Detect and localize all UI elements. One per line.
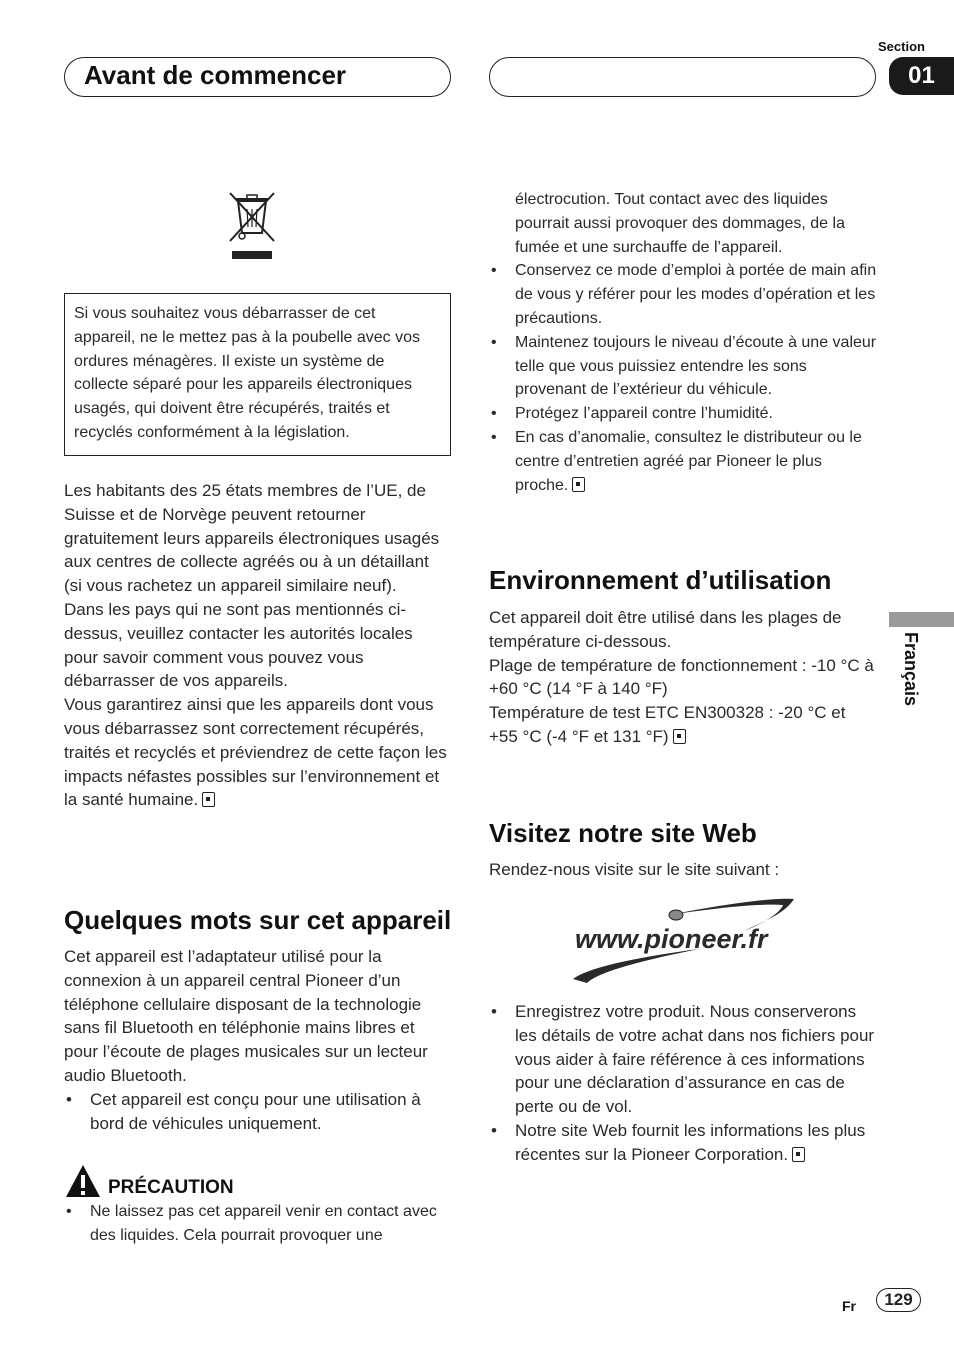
section-number: 01 xyxy=(889,57,954,95)
about-bullet: • Cet appareil est conçu pour une utilisation à bord de véhicules uniquement. xyxy=(64,1088,450,1136)
header-empty-frame xyxy=(489,57,876,97)
environment-paragraph-1: Cet appareil doit être utilisé dans les plages de température ci-dessous. xyxy=(489,608,842,651)
environment-paragraph-2: Plage de température de fonctionnement : -10 °C à +60 °C (14 °F à 140 °F) xyxy=(489,655,874,699)
website-intro: Rendez-nous visite sur le site suivant : xyxy=(489,860,780,879)
environment-section xyxy=(489,606,877,749)
website-bullet: • Enregistrez votre produit. Nous conserverons les détails de votre achat dans nos fichiers pour vous aider à faire référence à ces informations pour une déclaration d’assurance en cas de perte ou de vol. xyxy=(489,1000,879,1119)
caution-section xyxy=(64,1200,454,1248)
disposal-info xyxy=(64,479,450,812)
pioneer-url-logo[interactable] xyxy=(569,893,799,987)
crossed-out-wheelie-bin-icon xyxy=(227,191,277,261)
url-text: www.pioneer.fr xyxy=(575,924,768,954)
environment-paragraph-3: Température de test ETC EN300328 : -20 °C et +55 °C (-4 °F et 131 °F) xyxy=(489,703,846,746)
environment-heading: Environnement d’utilisation xyxy=(489,565,832,595)
caution-title: PRÉCAUTION xyxy=(108,1177,234,1198)
caution-continued xyxy=(489,188,879,497)
end-mark-icon xyxy=(792,1147,805,1162)
end-mark-icon xyxy=(572,477,585,492)
about-section xyxy=(64,945,450,1135)
disposal-paragraph-1: Les habitants des 25 états membres de l’UE, de Suisse et de Norvège peuvent retourner gratuitement leurs appareils électroniques usagés aux centres de collecte agréés ou à un détaillant (si vous rachetez un appareil similaire neuf). xyxy=(64,481,440,596)
language-tab-label: Français xyxy=(901,632,921,707)
caution-bullet: • Maintenez toujours le niveau d’écoute à une valeur telle que vous puissiez entendre les sons provenant de l’extérieur du véhicule. xyxy=(489,331,879,402)
about-heading: Quelques mots sur cet appareil xyxy=(64,905,452,935)
end-mark-icon xyxy=(673,729,686,744)
page-number: 129 xyxy=(876,1288,921,1312)
website-heading: Visitez notre site Web xyxy=(489,818,757,848)
language-tab-bar xyxy=(889,612,954,627)
caution-bullet: • Protégez l’appareil contre l’humidité. xyxy=(489,402,879,426)
disposal-paragraph-3: Vous garantirez ainsi que les appareils dont vous vous débarrassez sont correctement récupérés, traités et recyclés et préviendrez de cette façon les impacts néfastes possibles sur l’environnement et la santé humaine. xyxy=(64,695,447,810)
chapter-title: Avant de commencer xyxy=(84,60,347,90)
section-label: Section xyxy=(878,39,925,54)
caution-bullet-continued: électrocution. Tout contact avec des liquides pourrait aussi provoquer des dommages, de la fumée et une surchauffe de l’appareil. xyxy=(515,191,845,256)
disposal-notice-box xyxy=(64,293,451,456)
website-section xyxy=(489,1000,879,1167)
end-mark-icon xyxy=(202,792,215,807)
about-text: Cet appareil est l’adaptateur utilisé pour la connexion à un appareil central Pioneer d’un téléphone cellulaire disposant de la technologie sans fil Bluetooth en téléphonie mains libres et pour l’écoute de plages musicales sur un lecteur audio Bluetooth. xyxy=(64,947,428,1085)
caution-bullet: • En cas d’anomalie, consultez le distributeur ou le centre d’entretien agréé par Pioneer le plus proche. xyxy=(489,426,879,497)
footer-language-code: Fr xyxy=(842,1298,856,1314)
caution-bullet: • Conservez ce mode d’emploi à portée de main afin de vous y référer pour les modes d’opération et les précautions. xyxy=(489,259,879,330)
disposal-paragraph-2: Dans les pays qui ne sont pas mentionnés ci-dessus, veuillez contacter les autorités locales pour savoir comment vous pouvez vous débarrasser de vos appareils. xyxy=(64,599,413,691)
website-bullet: • Notre site Web fournit les informations les plus récentes sur la Pioneer Corporation. xyxy=(489,1119,879,1167)
disposal-notice-text: Si vous souhaitez vous débarrasser de cet appareil, ne le mettez pas à la poubelle avec vos ordures ménagères. Il existe un système de collecte séparé pour les appareils électroniques usagés, qui doivent être récupérés, traités et recyclés conformément à la législation. xyxy=(74,305,420,441)
warning-triangle-icon xyxy=(64,1163,102,1199)
caution-bullet: • Ne laissez pas cet appareil venir en contact avec des liquides. Cela pourrait provoquer une xyxy=(64,1200,454,1248)
